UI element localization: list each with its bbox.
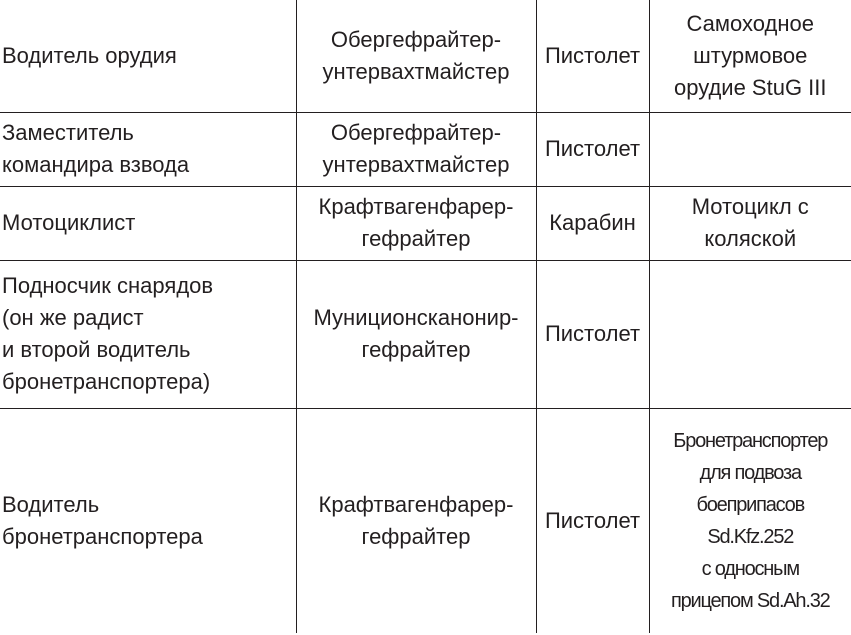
vehicle-cell: Самоходное штурмовое орудие StuG III — [649, 0, 851, 112]
table-row — [0, 408, 851, 633]
weapon-cell: Карабин — [536, 186, 649, 260]
vehicle-cell: Бронетранспортер для подвоза боеприпасов Sd.Kfz.252 с односным прицепом Sd.Ah.32 — [649, 408, 851, 633]
role-cell: Заместитель командира взвода — [0, 112, 296, 186]
rank-cell: Крафтвагенфарер- гефрайтер — [296, 408, 536, 633]
weapon-cell: Пистолет — [536, 408, 649, 633]
rank-cell: Муниционсканонир- гефрайтер — [296, 260, 536, 408]
vehicle-cell — [649, 260, 851, 408]
vehicle-cell: Мотоцикл с коляской — [649, 186, 851, 260]
table-row — [0, 186, 851, 260]
weapon-cell: Пистолет — [536, 0, 649, 112]
table-row — [0, 260, 851, 408]
table-row — [0, 112, 851, 186]
rank-cell: Обергефрайтер- унтервахтмайстер — [296, 0, 536, 112]
table-row — [0, 0, 851, 112]
vehicle-cell — [649, 112, 851, 186]
role-cell: Водитель орудия — [0, 0, 296, 112]
rank-cell: Обергефрайтер- унтервахтмайстер — [296, 112, 536, 186]
weapon-cell: Пистолет — [536, 112, 649, 186]
role-cell: Мотоциклист — [0, 186, 296, 260]
weapon-cell: Пистолет — [536, 260, 649, 408]
role-cell: Водитель бронетранспортера — [0, 408, 296, 633]
role-cell: Подносчик снарядов (он же радист и второй водитель бронетранспортера) — [0, 260, 296, 408]
rank-cell: Крафтвагенфарер- гефрайтер — [296, 186, 536, 260]
